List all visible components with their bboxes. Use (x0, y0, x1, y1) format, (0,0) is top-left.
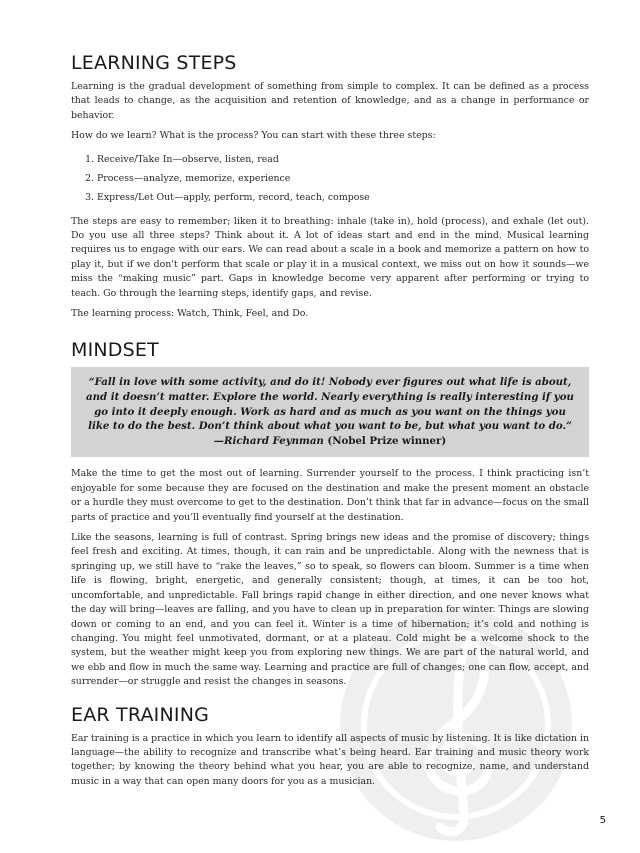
learning-steps-body: The steps are easy to remember; liken it to breathing: inhale (take in), hold (process), and exhale (let out). Do you use all three steps? Think about it. A lot of ideas start and end in the mind. Musical learning requires us to engage with our ears. We can read about a scale in a book and memorize a pattern on how to play it, but if we don't perform that scale or play it in a musical context, we miss out on how it sounds—we miss the “making music” part. Gaps in knowledge become very apparent after performing or trying to teach. Go through the learning steps, identify gaps, and revise. (71, 215, 589, 299)
mindset-paragraph-2: Like the seasons, learning is full of contrast. Spring brings new ideas and the promise of discovery; things feel fresh and exciting. At times, though, it can rain and be unpredictable. Along with the newness that is springing up, we still have to “rake the leaves,” so to speak, so flowers can bloom. Summer is a time when life is flowing, bright, energetic, and generally consistent; though, at times, it can be too hot, uncomfortable, and unpredictable. Fall brings rapid change in either direction, and one never knows what the day will bring—leaves are falling, and you have to clean up in preparation for winter. Things are slowing down or coming to an end, and you can feel it. Winter is a time of hibernation; it’s cold and nothing is changing. You might feel unmotivated, dormant, or at a plateau. Cold might be a welcome shock to the system, but the weather might keep you from exploring new things. We are part of the natural world, and we ebb and flow in much the same way. Learning and practice are full of changes; one can flow, accept, and surrender—or struggle and resist the changes in seasons. (71, 532, 589, 688)
ear-training-paragraph: Ear training is a practice in which you learn to identify all aspects of music by listening. It is like dictation in language—the ability to recognize and transcribe what’s being heard. Ear training and music theory work together; by knowing the theory behind what you hear, you are able to recognize, name, and understand music in a way that can open many doors for you as a musician. (71, 732, 589, 787)
list-item: 3. Express/Let Out—apply, perform, record, teach, compose (97, 188, 589, 207)
mindset-paragraph-1: Make the time to get the most out of learning. Surrender yourself to the process. I think practicing isn’t enjoyable for some because they are focused on the destination and make the present moment an obstacle or a hurdle they must overcome to get to the destination. Don’t think that far in advance—focus on the small parts of practice and you’ll eventually find yourself at the destination. (71, 468, 590, 523)
learning-process-line: The learning process: Watch, Think, Feel, and Do. (71, 308, 309, 320)
learning-steps-heading: LEARNING STEPS (71, 52, 237, 74)
quote-author: —Richard Feynman (213, 434, 324, 447)
quote-attribution (85, 434, 575, 449)
ear-training-section (71, 704, 589, 790)
learning-steps-list (71, 150, 589, 207)
page-number: 5 (599, 815, 606, 826)
list-item: 1. Receive/Take In—observe, listen, read (97, 150, 589, 169)
quote-note: (Nobel Prize winner) (327, 434, 447, 447)
mindset-section (71, 339, 589, 689)
mindset-heading: MINDSET (71, 339, 159, 362)
main-content (71, 52, 589, 795)
list-item: 2. Process—analyze, memorize, experience (97, 169, 589, 188)
learning-steps-question: How do we learn? What is the process? You can start with these three steps: (71, 130, 436, 142)
feynman-quote-box (71, 367, 589, 457)
learning-steps-section (71, 52, 589, 321)
ear-training-heading: EAR TRAINING (71, 703, 210, 726)
quote-text: “Fall in love with some activity, and do it! Nobody ever figures out what life is about, and it doesn’t matter. Explore the world. Nearly everything is really interesting if you go into it deeply enough. Work as hard and as much as you want on the things you like to do the best. Don’t think about what you want to be, but what you want to do.” (86, 376, 574, 433)
learning-steps-intro: Learning is the gradual development of something from simple to complex. It can be defined as a process that leads to change, as the acquisition and retention of knowledge, and as a change in performance or behavior. (71, 81, 589, 121)
